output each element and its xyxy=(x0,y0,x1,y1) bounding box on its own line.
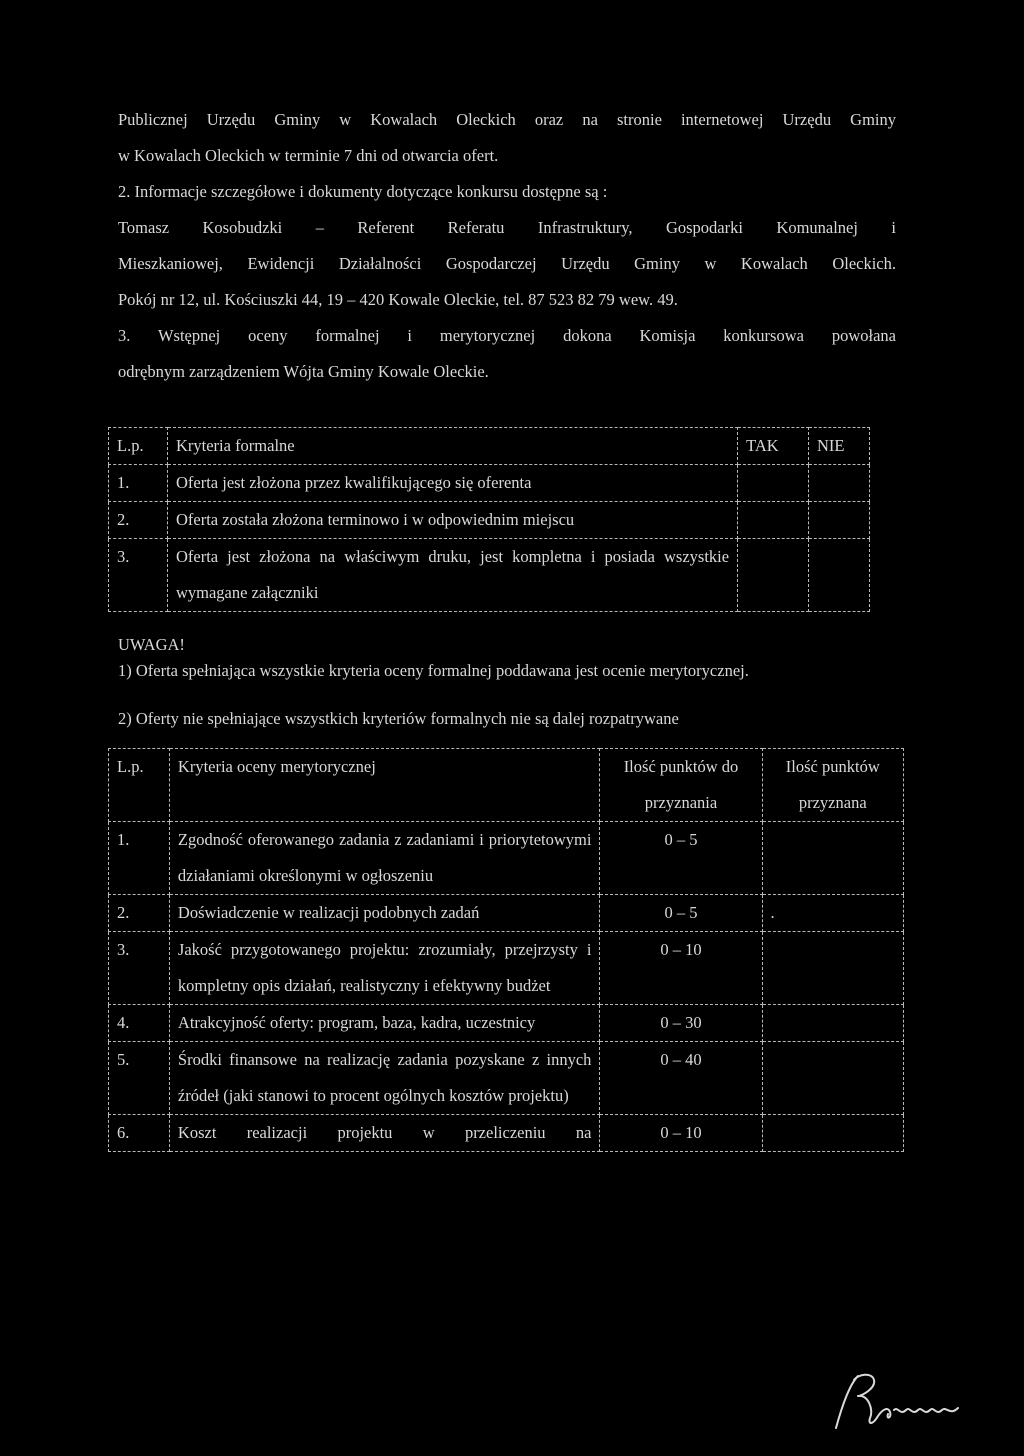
row-number: 1. xyxy=(109,822,170,895)
row-criterion: Koszt realizacji projektu w przeliczeniu na xyxy=(169,1115,600,1152)
row-number: 2. xyxy=(109,502,168,539)
nie-cell[interactable] xyxy=(809,465,870,502)
row-criterion: Środki finansowe na realizację zadania pozyskane z innych źródeł (jaki stanowi to procent ogólnych kosztów projektu) xyxy=(169,1042,600,1115)
row-max-points: 0 – 10 xyxy=(600,932,762,1005)
header-nie: NIE xyxy=(809,428,870,465)
table-row xyxy=(109,932,904,1005)
table-header-row xyxy=(109,749,904,822)
formal-criteria-table xyxy=(108,427,870,612)
table-row xyxy=(109,822,904,895)
row-criterion: Atrakcyjność oferty: program, baza, kadra, uczestnicy xyxy=(169,1005,600,1042)
intro-line-1: Publicznej Urzędu Gminy w Kowalach Oleckich oraz na stronie internetowej Urzędu Gminy xyxy=(118,110,896,129)
uwaga-item-1: 1) Oferta spełniająca wszystkie kryteria oceny formalnej poddawana jest ocenie merytorycznej. xyxy=(118,661,749,680)
header-lp: L.p. xyxy=(109,749,170,822)
row-criterion: Oferta została złożona terminowo i w odpowiednim miejscu xyxy=(167,502,737,539)
row-criterion: Zgodność oferowanego zadania z zadaniami i priorytetowymi działaniami określonymi w ogłoszeniu xyxy=(169,822,600,895)
row-max-points: 0 – 10 xyxy=(600,1115,762,1152)
nie-cell[interactable] xyxy=(809,539,870,612)
row-number: 3. xyxy=(109,539,168,612)
header-criteria: Kryteria oceny merytorycznej xyxy=(169,749,600,822)
row-max-points: 0 – 5 xyxy=(600,895,762,932)
row-criterion: Oferta jest złożona przez kwalifikującego się oferenta xyxy=(167,465,737,502)
merit-criteria-table xyxy=(108,748,904,1152)
row-criterion: Doświadczenie w realizacji podobnych zadań xyxy=(169,895,600,932)
row-given-points[interactable] xyxy=(762,1005,903,1042)
row-max-points: 0 – 30 xyxy=(600,1005,762,1042)
header-lp: L.p. xyxy=(109,428,168,465)
table-row xyxy=(109,1005,904,1042)
table-row xyxy=(109,1115,904,1152)
row-max-points: 0 – 40 xyxy=(600,1042,762,1115)
row-criterion: Oferta jest złożona na właściwym druku, jest kompletna i posiada wszystkie wymagane załączniki xyxy=(167,539,737,612)
header-criteria: Kryteria formalne xyxy=(167,428,737,465)
row-number: 6. xyxy=(109,1115,170,1152)
table-row xyxy=(109,502,870,539)
header-tak: TAK xyxy=(738,428,809,465)
nie-cell[interactable] xyxy=(809,502,870,539)
table-header-row xyxy=(109,428,870,465)
tak-cell[interactable] xyxy=(738,539,809,612)
section-3-line-1: 3. Wstępnej oceny formalnej i merytorycznej dokona Komisja konkursowa powołana xyxy=(118,326,896,345)
row-given-points[interactable] xyxy=(762,1042,903,1115)
signature-image xyxy=(828,1366,968,1436)
tak-cell[interactable] xyxy=(738,502,809,539)
row-number: 5. xyxy=(109,1042,170,1115)
uwaga-item-2: 2) Oferty nie spełniające wszystkich kryteriów formalnych nie są dalej rozpatrywane xyxy=(118,709,679,728)
section-3-line-2: odrębnym zarządzeniem Wójta Gminy Kowale Oleckie. xyxy=(118,362,489,381)
tak-cell[interactable] xyxy=(738,465,809,502)
row-number: 3. xyxy=(109,932,170,1005)
section-2-line-2: Tomasz Kosobudzki – Referent Referatu Infrastruktury, Gospodarki Komunalnej i xyxy=(118,218,896,237)
section-2-heading: 2. Informacje szczegółowe i dokumenty dotyczące konkursu dostępne są : xyxy=(118,182,608,201)
intro-line-2: w Kowalach Oleckich w terminie 7 dni od otwarcia ofert. xyxy=(118,146,499,165)
row-given-points[interactable] xyxy=(762,822,903,895)
table-row xyxy=(109,465,870,502)
row-number: 4. xyxy=(109,1005,170,1042)
header-given-points: Ilość punktów przyznana xyxy=(762,749,903,822)
header-max-points: Ilość punktów do przyznania xyxy=(600,749,762,822)
row-criterion: Jakość przygotowanego projektu: zrozumiały, przejrzysty i kompletny opis działań, realistyczny i efektywny budżet xyxy=(169,932,600,1005)
row-number: 2. xyxy=(109,895,170,932)
section-2-line-4: Pokój nr 12, ul. Kościuszki 44, 19 – 420 Kowale Oleckie, tel. 87 523 82 79 wew. 49. xyxy=(118,290,678,309)
table-row xyxy=(109,539,870,612)
row-given-points[interactable] xyxy=(762,1115,903,1152)
table-row xyxy=(109,895,904,932)
row-number: 1. xyxy=(109,465,168,502)
uwaga-title: UWAGA! xyxy=(118,635,185,654)
section-2-line-3: Mieszkaniowej, Ewidencji Działalności Gospodarczej Urzędu Gminy w Kowalach Oleckich. xyxy=(118,254,896,273)
row-given-points[interactable]: . xyxy=(762,895,903,932)
table-row xyxy=(109,1042,904,1115)
row-given-points[interactable] xyxy=(762,932,903,1005)
row-max-points: 0 – 5 xyxy=(600,822,762,895)
